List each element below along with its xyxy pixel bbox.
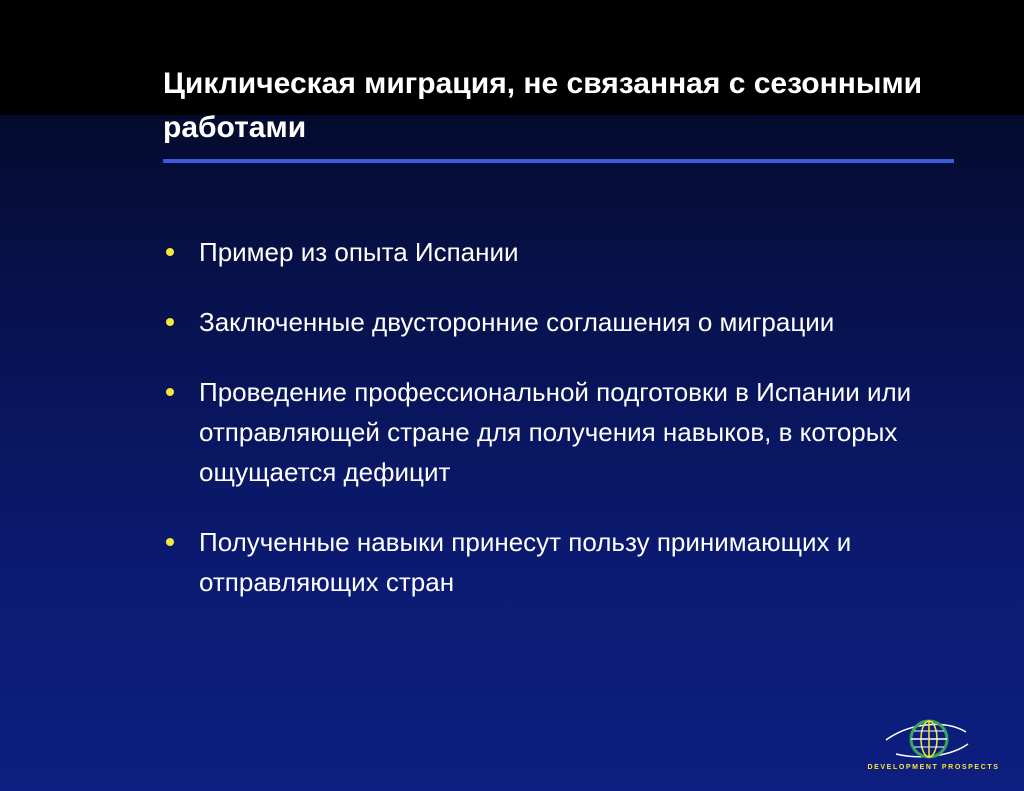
bullet-item [163, 232, 963, 272]
bullet-text: Пример из опыта Испании [199, 237, 519, 267]
bullet-list [163, 232, 963, 632]
bullet-item [163, 302, 963, 342]
bullet-text: Заключенные двусторонние соглашения о миграции [199, 307, 835, 337]
bullet-dot-icon [166, 318, 174, 326]
bullet-text: Проведение профессиональной подготовки в Испании или отправляющей стране для получения навыков, в которых ощущается дефицит [199, 377, 912, 487]
bullet-dot-icon [166, 248, 174, 256]
bullet-item [163, 522, 963, 602]
title-divider [163, 159, 954, 163]
logo-wordmark: DEVELOPMENT PROSPECTS [867, 764, 1000, 771]
slide-title: Циклическая миграция, не связанная с сезонными работами [163, 67, 923, 144]
bullet-dot-icon [166, 538, 174, 546]
bullet-dot-icon [166, 388, 174, 396]
bullet-item [163, 372, 963, 492]
bullet-text: Полученные навыки принесут пользу принимающих и отправляющих стран [199, 527, 852, 597]
